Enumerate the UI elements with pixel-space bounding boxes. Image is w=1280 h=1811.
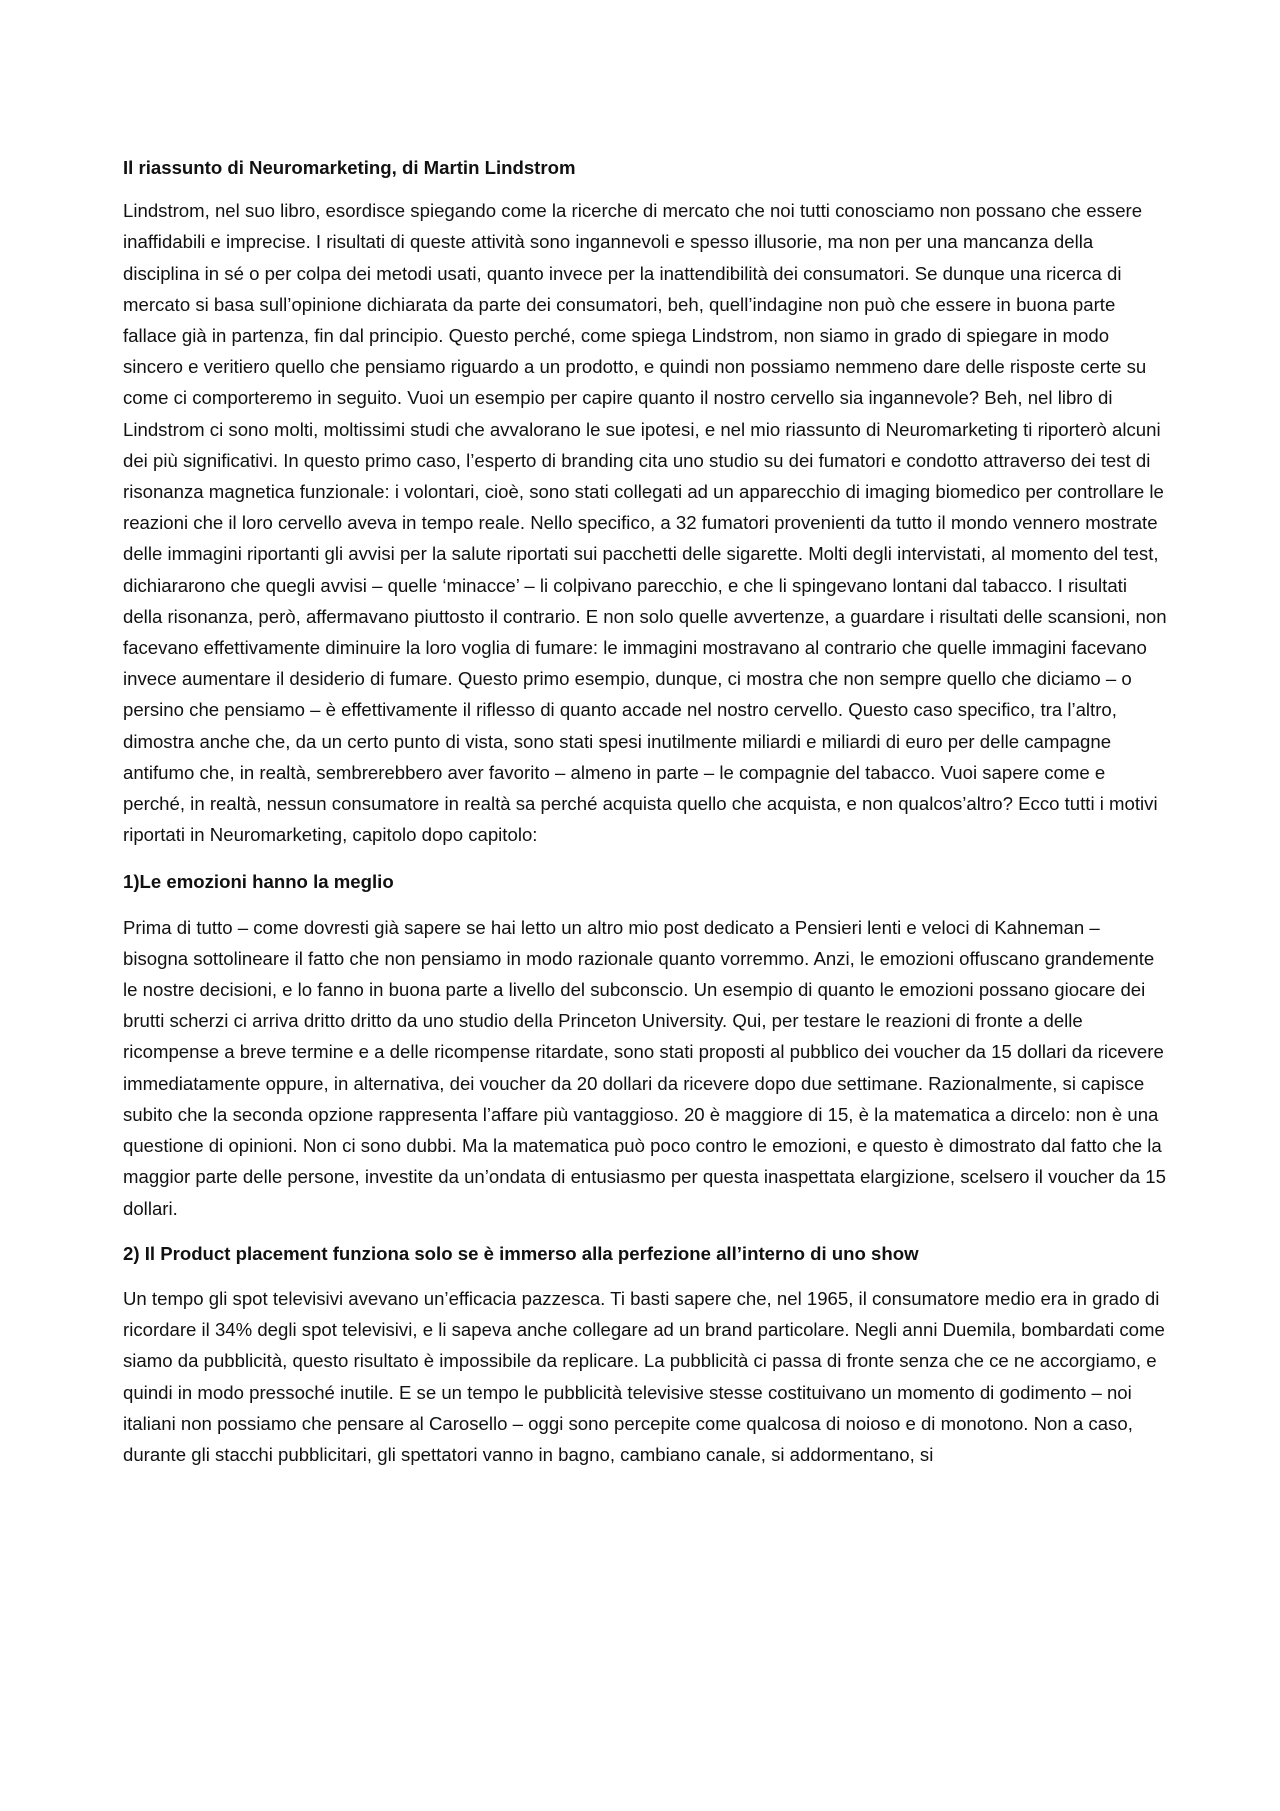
section-1-paragraph: Prima di tutto – come dovresti già sapere se hai letto un altro mio post dedicato a Pensieri lenti e veloci di Kahneman – bisogna sottolineare il fatto che non pensiamo in modo razionale quanto vorremmo. Anzi, le emozioni offuscano grandemente le nostre decisioni, e lo fanno in buona parte a livello del subconscio. Un esempio di quanto le emozioni possano giocare dei brutti scherzi ci arriva dritto dritto da uno studio della Princeton University. Qui, per testare le reazioni di fronte a delle ricompense a breve termine e a delle ricompense ritardate, sono stati proposti al pubblico dei voucher da 15 dollari da ricevere immediatamente oppure, in alternativa, dei voucher da 20 dollari da ricevere dopo due settimane. Razionalmente, si capisce subito che la seconda opzione rappresenta l’affare più vantaggioso. 20 è maggiore di 15, è la matematica a dircelo: non è una questione di opinioni. Non ci sono dubbi. Ma la matematica può poco contro le emozioni, e questo è dimostrato dal fatto che la maggior parte delle persone, investite da un’ondata di entusiasmo per questa inaspettata elargizione, scelsero il voucher da 15 dollari. <box>123 916 1166 1219</box>
section-2-heading: 2) Il Product placement funziona solo se è immerso alla perfezione all’interno di uno show <box>123 1242 919 1264</box>
document-page <box>123 152 1168 1470</box>
section-1-heading: 1)Le emozioni hanno la meglio <box>123 871 394 893</box>
document-title: Il riassunto di Neuromarketing, di Martin Lindstrom <box>123 157 576 178</box>
section-2-paragraph: Un tempo gli spot televisivi avevano un’efficacia pazzesca. Ti basti sapere che, nel 1965, il consumatore medio era in grado di ricordare il 34% degli spot televisivi, e li sapeva anche collegare ad un brand particolare. Negli anni Duemila, bombardati come siamo da pubblicità, questo risultato è impossibile da replicare. La pubblicità ci passa di fronte senza che ce ne accorgiamo, e quindi in modo pressoché inutile. E se un tempo le pubblicità televisive stesse costituivano un momento di godimento – noi italiani non possiamo che pensare al Carosello – oggi sono percepite come qualcosa di noioso e di monotono. Non a caso, durante gli stacchi pubblicitari, gli spettatori vanno in bagno, cambiano canale, si addormentano, si <box>123 1287 1165 1465</box>
intro-paragraph: Lindstrom, nel suo libro, esordisce spiegando come la ricerche di mercato che noi tutti conosciamo non possano che essere inaffidabili e imprecise. I risultati di queste attività sono ingannevoli e spesso illusorie, ma non per una mancanza della disciplina in sé o per colpa dei metodi usati, quanto invece per la inattendibilità dei consumatori. Se dunque una ricerca di mercato si basa sull’opinione dichiarata da parte dei consumatori, beh, quell’indagine non può che essere in buona parte fallace già in partenza, fin dal principio. Questo perché, come spiega Lindstrom, non siamo in grado di spiegare in modo sincero e veritiero quello che pensiamo riguardo a un prodotto, e quindi non possiamo nemmeno dare delle risposte certe su come ci comporteremo in seguito. Vuoi un esempio per capire quanto il nostro cervello sia ingannevole? Beh, nel libro di Lindstrom ci sono molti, moltissimi studi che avvalorano le sue ipotesi, e nel mio riassunto di Neuromarketing ti riporterò alcuni dei più significativi. In questo primo caso, l’esperto di branding cita uno studio su dei fumatori e condotto attraverso dei test di risonanza magnetica funzionale: i volontari, cioè, sono stati collegati ad un apparecchio di imaging biomedico per controllare le reazioni che il loro cervello aveva in tempo reale. Nello specifico, a 32 fumatori provenienti da tutto il mondo vennero mostrate delle immagini riportanti gli avvisi per la salute riportati sui pacchetti delle sigarette. Molti degli intervistati, al momento del test, dichiararono che quegli avvisi – quelle ‘minacce’ – li colpivano parecchio, e che li spingevano lontani dal tabacco. I risultati della risonanza, però, affermavano piuttosto il contrario. E non solo quelle avvertenze, a guardare i risultati delle scansioni, non facevano effettivamente diminuire la loro voglia di fumare: le immagini mostravano al contrario che quelle immagini facevano invece aumentare il desiderio di fumare. Questo primo esempio, dunque, ci mostra che non sempre quello che diciamo – o persino che pensiamo – è effettivamente il riflesso di quanto accade nel nostro cervello. Questo caso specifico, tra l’altro, dimostra anche che, da un certo punto di vista, sono stati spesi inutilmente miliardi e miliardi di euro per delle campagne antifumo che, in realtà, sembrerebbero aver favorito – almeno in parte – le compagnie del tabacco. Vuoi sapere come e perché, in realtà, nessun consumatore in realtà sa perché acquista quello che acquista, e non qualcos’altro? Ecco tutti i motivi riportati in Neuromarketing, capitolo dopo capitolo: <box>123 200 1167 846</box>
